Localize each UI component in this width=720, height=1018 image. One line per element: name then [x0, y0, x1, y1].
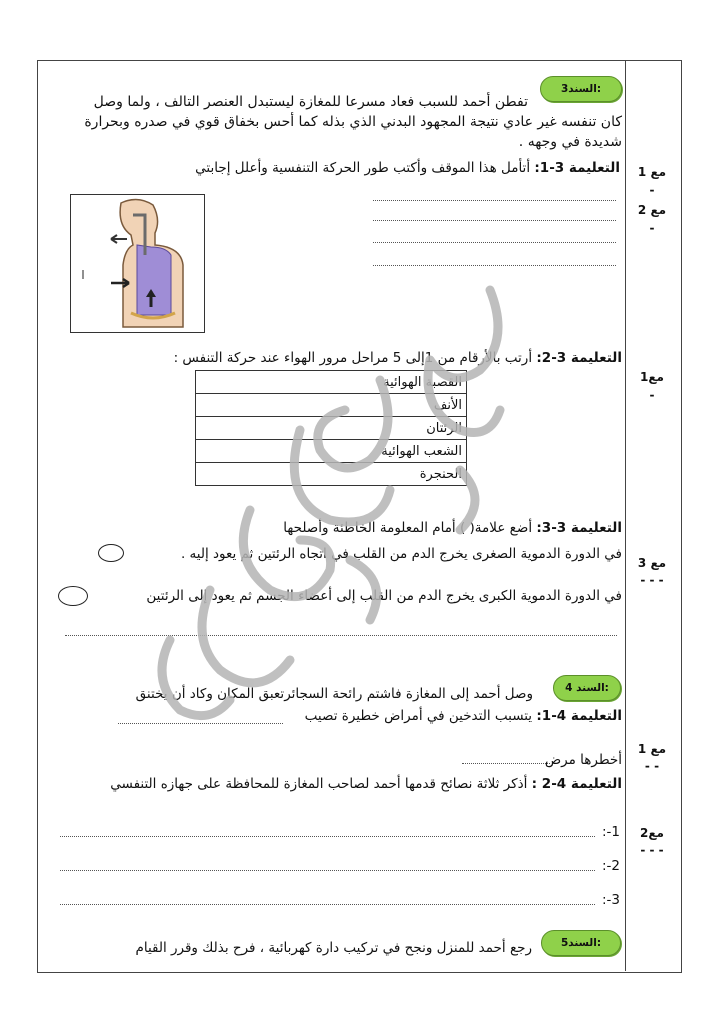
ranking-cell: الحنجرة: [196, 463, 467, 486]
task4-2-item3: 3-:: [601, 892, 620, 908]
ranking-cell: الشعب الهوائية: [196, 440, 467, 463]
answer-line[interactable]: [373, 200, 616, 201]
task3-3-text: أضع علامة( ) أمام المعلومة الخاطئة وأصلحها: [283, 520, 533, 536]
table-row: [196, 463, 467, 486]
task3-3-label: التعليمة 3-3:: [536, 520, 622, 536]
margin-dash: -: [649, 183, 655, 197]
doc5-label: السند5:: [541, 930, 621, 956]
margin-criterion: مع 1: [637, 165, 667, 179]
answer-line[interactable]: [60, 836, 595, 837]
task4-2-item1: 1-:: [601, 824, 620, 840]
margin-criterion: مع1: [640, 370, 664, 384]
doc3-text-line2: كان تنفسه غير عادي نتيجة المجهود البدني الذي بذله كما أحس بخفاق قوي في صدره وبحرارة: [84, 114, 622, 130]
margin-dash: -: [649, 221, 655, 235]
margin-dash: - - -: [640, 573, 664, 587]
answer-line[interactable]: [60, 904, 595, 905]
task4-2-item2: 2-:: [601, 858, 620, 874]
answer-line[interactable]: [60, 870, 595, 871]
respiration-illustration: [70, 194, 205, 333]
task4-2-text: أذكر ثلاثة نصائح قدمها أحمد لصاحب المغازة للمحافظة على جهازه التنفسي: [110, 776, 528, 792]
task3-3: [283, 520, 622, 536]
ranking-cell: القصبة الهوائية: [196, 371, 467, 394]
task3-2: [174, 350, 622, 366]
doc3-label: السند3:: [540, 76, 622, 102]
task3-2-text: أرتب بالأرقام من 1إلى 5 مراحل مرور الهواء عند حركة التنفس :: [173, 350, 533, 366]
table-row: [196, 440, 467, 463]
table-row: [196, 371, 467, 394]
task3-2-label: التعليمة 3-2:: [536, 350, 622, 366]
ranking-cell: الرئتان: [196, 417, 467, 440]
answer-line[interactable]: [373, 220, 616, 221]
task3-3-statement1: في الدورة الدموية الصغرى يخرج الدم من القلب في اتجاه الرئتين ثم يعود إليه .: [180, 546, 622, 562]
task3-3-statement2: في الدورة الدموية الكبرى يخرج الدم من القلب إلى أعضاء الجسم ثم يعود إلى الرئتين: [146, 588, 622, 604]
margin-dash: - - -: [640, 843, 664, 857]
task4-1: [305, 708, 622, 724]
task3-1-label: التعليمة 3-1:: [534, 160, 620, 176]
task3-1-text: أتأمل هذا الموقف وأكتب طور الحركة التنفسية وأعلل إجابتي: [195, 160, 531, 176]
table-row: [196, 417, 467, 440]
margin-divider: [625, 60, 626, 971]
margin-criterion: مع 1: [637, 742, 667, 756]
task3-1: [195, 160, 620, 176]
answer-line[interactable]: [462, 763, 550, 764]
ranking-cell: الأنف: [196, 394, 467, 417]
table-row: [196, 394, 467, 417]
task4-2: [110, 776, 622, 792]
margin-dash: - -: [644, 759, 660, 773]
doc5-text: رجع أحمد للمنزل ونجح في تركيب دارة كهربائية ، فرح بذلك وقرر القيام: [135, 940, 532, 956]
margin-dash: -: [649, 388, 655, 402]
answer-line[interactable]: [373, 265, 616, 266]
answer-line[interactable]: [373, 242, 616, 243]
task4-1-line2: أخطرها مرض: [544, 752, 622, 768]
torso-diagram: [71, 195, 204, 332]
task4-1-text: يتسبب التدخين في أمراض خطيرة تصيب: [304, 708, 533, 724]
answer-line[interactable]: [118, 723, 283, 724]
doc4-label: السند 4:: [553, 675, 621, 701]
margin-criterion: مع2: [640, 826, 664, 840]
answer-line[interactable]: [65, 635, 617, 636]
answer-circle[interactable]: [58, 586, 88, 606]
doc3-text-line3: شديدة في وجهه .: [518, 134, 622, 150]
task4-1-label: التعليمة 4-1:: [536, 708, 622, 724]
margin-criterion: مع 2: [637, 203, 667, 217]
ranking-table: [195, 370, 467, 486]
task4-2-label: التعليمة 4-2 :: [531, 776, 622, 792]
doc3-text-line1: تفطن أحمد للسبب فعاد مسرعا للمغازة ليستبدل العنصر التالف ، ولما وصل: [93, 94, 528, 110]
doc4-text: وصل أحمد إلى المغازة فاشتم رائحة السجائرتعبق المكان وكاد أن يختنق: [135, 686, 533, 702]
answer-circle[interactable]: [98, 544, 124, 562]
margin-criterion: مع 3: [637, 556, 667, 570]
